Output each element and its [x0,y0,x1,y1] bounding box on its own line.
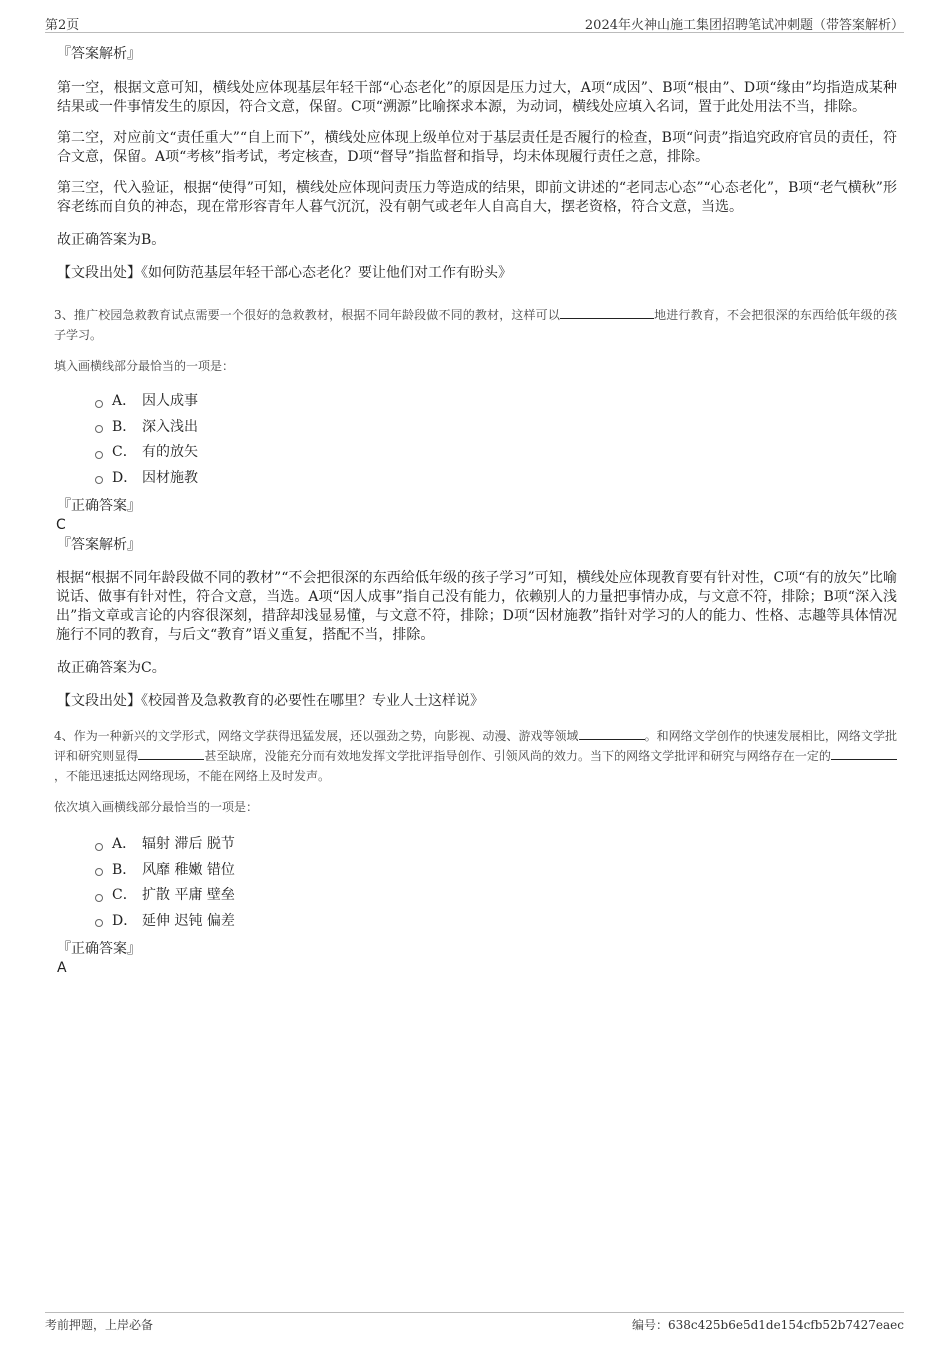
q2-analysis-p2: 第二空，对应前文“责任重大”“自上而下”，横线处应体现上级单位对于基层责任是否履行的检查，B项“问责”指追究政府官员的责任，符合文意，保留。A项“考核”指考试，考定核查，D项“督导”指监督和指导，均未体现履行责任之意，排除。 [57,130,897,165]
footer-slogan: 考前押题，上岸必备 [45,1318,154,1332]
q4-stem: 4、作为一种新兴的文学形式，网络文学获得迅猛发展，还以强劲之势，向影视、动漫、游戏等领域 。和网络文学创作的快速发展相比，网络文学批评和研究则显得 甚至缺席，没能充分而有效地发挥文学批评指导创作、引领风尚的效力。当下的网络文学批评和研究与网络存在一定的，不能迅速抵达网络现场，不能在网络上及时发声。 [54,729,897,783]
q3-instruction: 填入画横线部分最恰当的一项是： [54,359,235,373]
q3-option-b[interactable]: B． 深入浅出 [95,415,897,441]
q4-correct-answer: A [57,960,67,976]
q3-blank [560,306,654,319]
page-number: 第2页 [45,18,80,33]
q3-stem [54,305,897,345]
q3-options [95,389,897,491]
radio-icon[interactable] [95,894,103,902]
q3-analysis: 根据“根据不同年龄段做不同的教材”“不会把很深的东西给低年级的孩子学习”可知，横线处应体现教育要有针对性，C项“有的放矢”比喻说话、做事有针对性，符合文意，当选。A项“因人成事”指自己没有能力，依赖别人的力量把事情办成，与文意不符，排除；B项“深入浅出”指文章或言论的内容很深刻，措辞却浅显易懂，与文意不符，排除；D项“因材施教”指针对学习的人的能力、性格、志趣等具体情况施行不同的教育，与后文“教育”语义重复，搭配不当，排除。 [56,570,897,643]
page-content [54,45,897,978]
q2-analysis-label: 『答案解析』 [57,46,141,62]
q2-analysis-p1: 第一空，根据文意可知，横线处应体现基层年轻干部“心态老化”的原因是压力过大，A项“成因”、B项“根由”、D项“缘由”均指造成某种结果或一件事情发生的原因，符合文意，保留。C项“溯源”比喻探求本源，为动词，横线处应填入名词，置于此处用法不当，排除。 [57,80,897,115]
radio-icon[interactable] [95,400,103,408]
radio-icon[interactable] [95,425,103,433]
q3-correct-answer: C [56,517,66,533]
radio-icon[interactable] [95,451,103,459]
q4-blank-1 [579,727,645,740]
q4-option-d[interactable]: D． 延伸 迟钝 偏差 [95,909,897,935]
q3-stem-part2: 地进行教育，不会把很深的东西给低年级的孩子学习。 [54,308,897,342]
q2-source: 【文段出处】《如何防范基层年轻干部心态老化？要让他们对工作有盼头》 [57,265,512,281]
q3-correct-label: 『正确答案』 [57,498,141,514]
page-header [45,12,904,33]
radio-icon[interactable] [95,476,103,484]
q4-blank-3 [831,747,897,760]
q4-correct-label: 『正确答案』 [57,941,141,957]
page-footer [45,1312,904,1335]
radio-icon[interactable] [95,868,103,876]
q4-option-a[interactable]: A． 辐射 滞后 脱节 [95,832,897,858]
document-title: 2024年火神山施工集团招聘笔试冲刺题（带答案解析） [584,18,904,33]
q3-option-a[interactable]: A． 因人成事 [95,389,897,415]
q4-instruction: 依次填入画横线部分最恰当的一项是： [54,800,259,814]
q3-conclusion: 故正确答案为C。 [57,660,166,676]
q3-source: 【文段出处】《校园普及急救教育的必要性在哪里？专业人士这样说》 [57,693,484,709]
radio-icon[interactable] [95,919,103,927]
q3-stem-part1: 3、推广校园急救教育试点需要一个很好的急救教材，根据不同年龄段做不同的教材，这样可以 [54,308,560,322]
document-id: 编号：638c425b6e5d1de154cfb52b7427eaec [632,1318,904,1332]
q3-option-c[interactable]: C． 有的放矢 [95,440,897,466]
q3-analysis-label: 『答案解析』 [57,537,141,553]
radio-icon[interactable] [95,843,103,851]
q4-options [95,832,897,934]
q4-option-c[interactable]: C． 扩散 平庸 壁垒 [95,883,897,909]
q4-option-b[interactable]: B． 风靡 稚嫩 错位 [95,858,897,884]
q4-blank-2 [138,747,204,760]
q3-option-d[interactable]: D． 因材施教 [95,466,897,492]
q2-conclusion: 故正确答案为B。 [57,232,166,248]
q2-analysis-p3: 第三空，代入验证，根据“使得”可知，横线处应体现问责压力等造成的结果，即前文讲述的“老同志心态”“心态老化”，B项“老气横秋”形容老练而自负的神态，现在常形容青年人暮气沉沉，没有朝气或老年人自高自大，摆老资格，符合文意，当选。 [57,180,897,215]
